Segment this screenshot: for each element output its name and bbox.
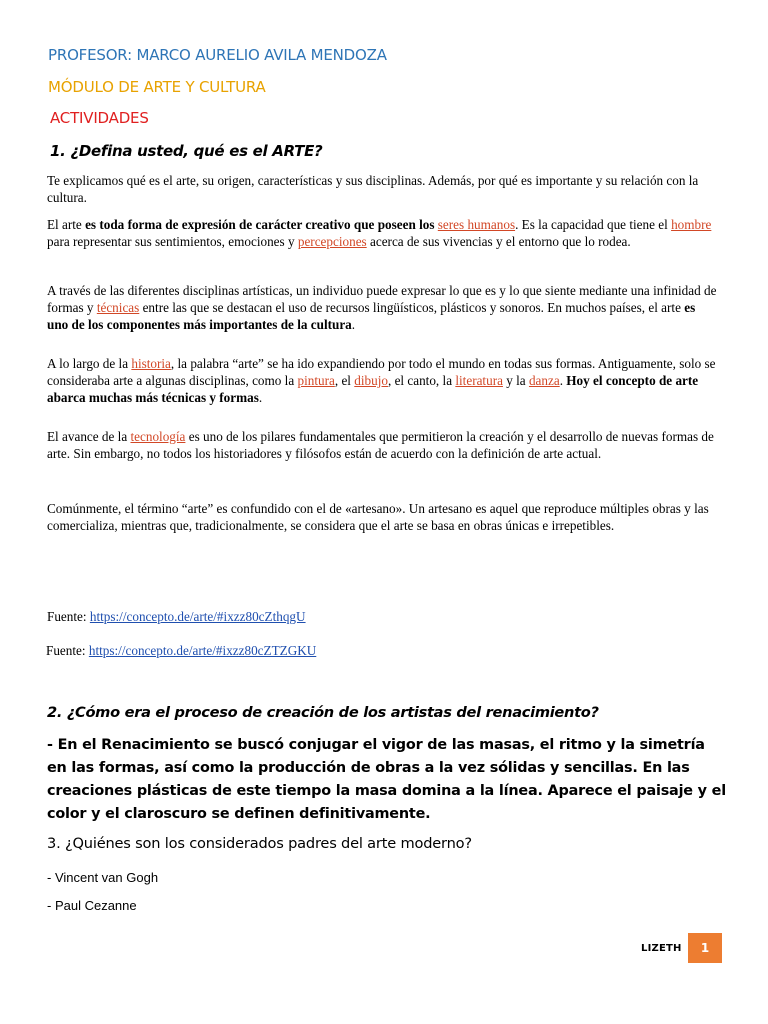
text: A lo largo de la: [47, 356, 132, 371]
source-1: [47, 609, 306, 625]
text: y la: [502, 373, 529, 388]
link-hombre[interactable]: hombre: [671, 217, 712, 232]
question-2-answer: - En el Renacimiento se buscó conjugar el vigor de las masas, el ritmo y la simetría en las formas, así como la producción de obras a la vez sólidas y sencillas. En las creaciones plásticas de este tiempo la masa domina a la línea. Aparece el paisaje y el color y el claroscuro se definen definitivamente.: [47, 737, 726, 822]
q1-paragraph-1: [47, 216, 719, 250]
text: . Es la capacidad que tiene el: [515, 217, 672, 232]
link-dibujo[interactable]: dibujo: [354, 373, 388, 388]
source-2: [46, 643, 316, 659]
module-heading: MÓDULO DE ARTE Y CULTURA: [48, 78, 266, 96]
link-historia[interactable]: historia: [131, 356, 171, 371]
text: , el: [334, 373, 355, 388]
link-danza[interactable]: danza: [528, 373, 560, 388]
link-percepciones[interactable]: percepciones: [297, 234, 367, 249]
answer-name-2: - Paul Cezanne: [47, 898, 137, 913]
text: El arte: [47, 217, 86, 232]
text: El avance de la: [47, 429, 131, 444]
source-label: Fuente:: [47, 609, 90, 624]
text: , el canto, la: [387, 373, 456, 388]
text: .: [559, 373, 567, 388]
text: para representar sus sentimientos, emociones y: [47, 234, 298, 249]
link-tecnologia[interactable]: tecnología: [130, 429, 186, 444]
q1-paragraph-2: [47, 282, 719, 333]
text: es uno de los pilares fundamentales que permitieron la creación y el desarrollo de nuevas formas de arte. Sin embargo, no todos los historiadores y filósofos están de acuerdo con la definición de arte actual.: [47, 429, 714, 461]
question-2-title: 2. ¿Cómo era el proceso de creación de los artistas del renacimiento?: [47, 704, 599, 721]
text: A través de las diferentes disciplinas artísticas, un individuo puede expresar lo que es y lo que siente mediante una infinidad de formas y: [47, 283, 717, 315]
text: , la palabra “arte” se ha ido expandiendo por todo el mundo en todas sus formas. Antiguamente, solo se consideraba arte a algunas disciplinas, como la: [47, 356, 716, 388]
link-literatura[interactable]: literatura: [455, 373, 503, 388]
page-number-badge: 1: [688, 933, 722, 963]
link-tecnicas[interactable]: técnicas: [96, 300, 140, 315]
professor-heading: PROFESOR: MARCO AURELIO AVILA MENDOZA: [48, 46, 387, 64]
link-seres-humanos[interactable]: seres humanos: [437, 217, 516, 232]
question-3-title: 3. ¿Quiénes son los considerados padres del arte moderno?: [47, 835, 472, 852]
source-2-url[interactable]: https://concepto.de/arte/#ixzz80cZTZGKU: [88, 643, 317, 658]
text: .: [258, 390, 263, 405]
bold-text: es toda forma de expresión de carácter creativo que poseen los: [85, 217, 438, 232]
source-label: Fuente:: [46, 643, 89, 658]
bold-text: es uno de los componentes más importantes de la cultura: [47, 300, 696, 332]
text: .: [351, 317, 356, 332]
q1-paragraph-4: [47, 428, 719, 462]
source-1-url[interactable]: https://concepto.de/arte/#ixzz80cZthqgU: [89, 609, 306, 624]
answer-name-1: - Vincent van Gogh: [47, 870, 159, 885]
footer-author: LIZETH: [641, 943, 682, 954]
text: acerca de sus vivencias y el entorno que lo rodea.: [366, 234, 631, 249]
q1-paragraph-3: [47, 355, 719, 406]
link-pintura[interactable]: pintura: [297, 373, 335, 388]
text: entre las que se destacan el uso de recursos lingüísticos, plásticos y sonoros. En muchos países, el arte: [139, 300, 685, 315]
question-1-title: 1. ¿Defina usted, qué es el ARTE?: [50, 142, 323, 160]
bold-text: Hoy el concepto de arte abarca muchas más técnicas y formas: [47, 373, 699, 405]
activities-heading: ACTIVIDADES: [50, 109, 149, 127]
q1-paragraph-5: Comúnmente, el término “arte” es confundido con el de «artesano». Un artesano es aquel que reproduce múltiples obras y las comercializa, mientras que, tradicionalmente, se considera que el arte se basa en obras únicas e irrepetibles.: [47, 501, 709, 533]
q1-intro: Te explicamos qué es el arte, su origen, características y sus disciplinas. Además, por qué es importante y su relación con la cultura.: [47, 173, 699, 205]
